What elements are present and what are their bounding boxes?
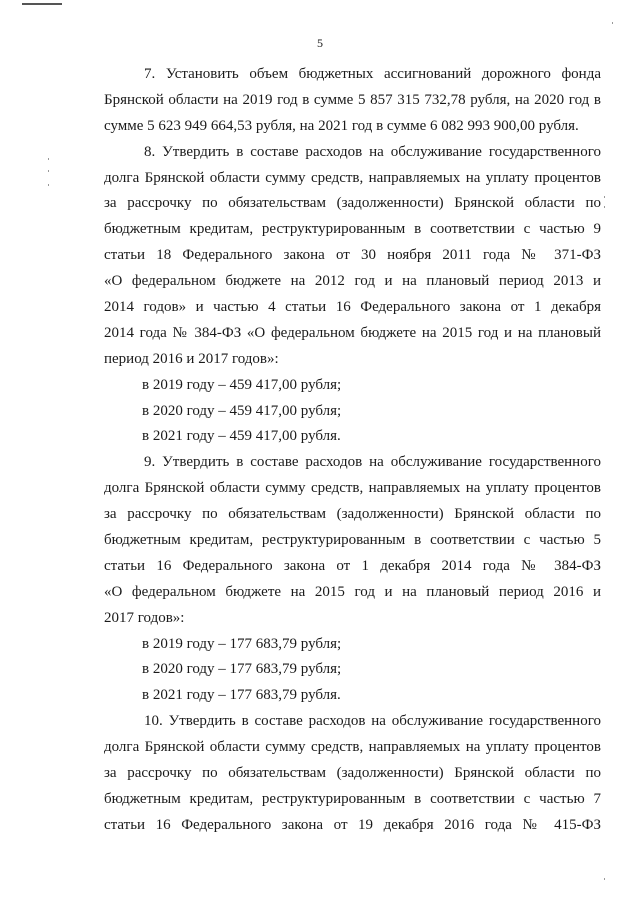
text-line: за рассрочку по обязательствам (задолженности) Брянской области по [104, 195, 601, 212]
paragraph-9 [104, 450, 601, 709]
text-line: статьи 16 Федерального закона от 19 декабря 2016 года № 415-ФЗ [104, 816, 601, 833]
page-number: 5 [317, 36, 323, 50]
text-line: статьи 18 Федерального закона от 30 ноября 2011 года № 371-ФЗ [104, 247, 601, 264]
paragraph-10 [104, 709, 601, 838]
text-line: «О федеральном бюджете на 2012 год и на плановый период 2013 и [104, 273, 601, 290]
list-item: в 2019 году – 177 683,79 рубля; [142, 635, 342, 652]
text-line: период 2016 и 2017 годов»: [104, 350, 279, 367]
list-item: в 2021 году – 177 683,79 рубля. [142, 687, 341, 704]
text-line: 10. Утвердить в составе расходов на обслуживание государственного [144, 713, 601, 730]
text-line: 7. Установить объем бюджетных ассигнований дорожного фонда [144, 66, 601, 82]
text-line: бюджетным кредитам, реструктурированным в соответствии с частью 9 [104, 221, 601, 238]
list-item: в 2021 году – 459 417,00 рубля. [142, 428, 341, 445]
document-body [104, 62, 601, 839]
text-line: Брянской области на 2019 год в сумме 5 857 315 732,78 рубля, на 2020 год в [104, 91, 601, 108]
text-line: статьи 16 Федерального закона от 1 декабря 2014 года № 384-ФЗ [104, 557, 601, 574]
text-line: бюджетным кредитам, реструктурированным в соответствии с частью 7 [104, 790, 601, 807]
text-line: долга Брянской области сумму средств, направляемых на уплату процентов [104, 739, 601, 756]
text-line: «О федеральном бюджете на 2015 год и на плановый период 2016 и [104, 583, 601, 600]
scan-edge-mark [22, 3, 62, 5]
text-line: 2014 года № 384-ФЗ «О федеральном бюджете на 2015 год и на плановый [104, 324, 601, 341]
text-line: 2017 годов»: [104, 609, 185, 626]
text-line: сумме 5 623 949 664,53 рубля, на 2021 год в сумме 6 082 993 900,00 рубля. [104, 117, 579, 134]
text-line: за рассрочку по обязательствам (задолженности) Брянской области по [104, 506, 601, 523]
paragraph-8 [104, 140, 601, 451]
list-item: в 2020 году – 459 417,00 рубля; [142, 402, 342, 419]
list-item: в 2020 году – 177 683,79 рубля; [142, 661, 342, 678]
text-line: бюджетным кредитам, реструктурированным в соответствии с частью 5 [104, 532, 601, 549]
list-item: в 2019 году – 459 417,00 рубля; [142, 376, 342, 393]
text-line: долга Брянской области сумму средств, направляемых на уплату процентов [104, 480, 601, 497]
text-line: 2014 годов» и частью 4 статьи 16 Федерального закона от 1 декабря [104, 299, 601, 316]
paragraph-7 [104, 62, 601, 140]
text-line: 9. Утвердить в составе расходов на обслуживание государственного [144, 454, 601, 471]
text-line: 8. Утвердить в составе расходов на обслуживание государственного [144, 143, 601, 160]
text-line: за рассрочку по обязательствам (задолженности) Брянской области по [104, 765, 601, 782]
text-line: долга Брянской области сумму средств, направляемых на уплату процентов [104, 169, 601, 186]
